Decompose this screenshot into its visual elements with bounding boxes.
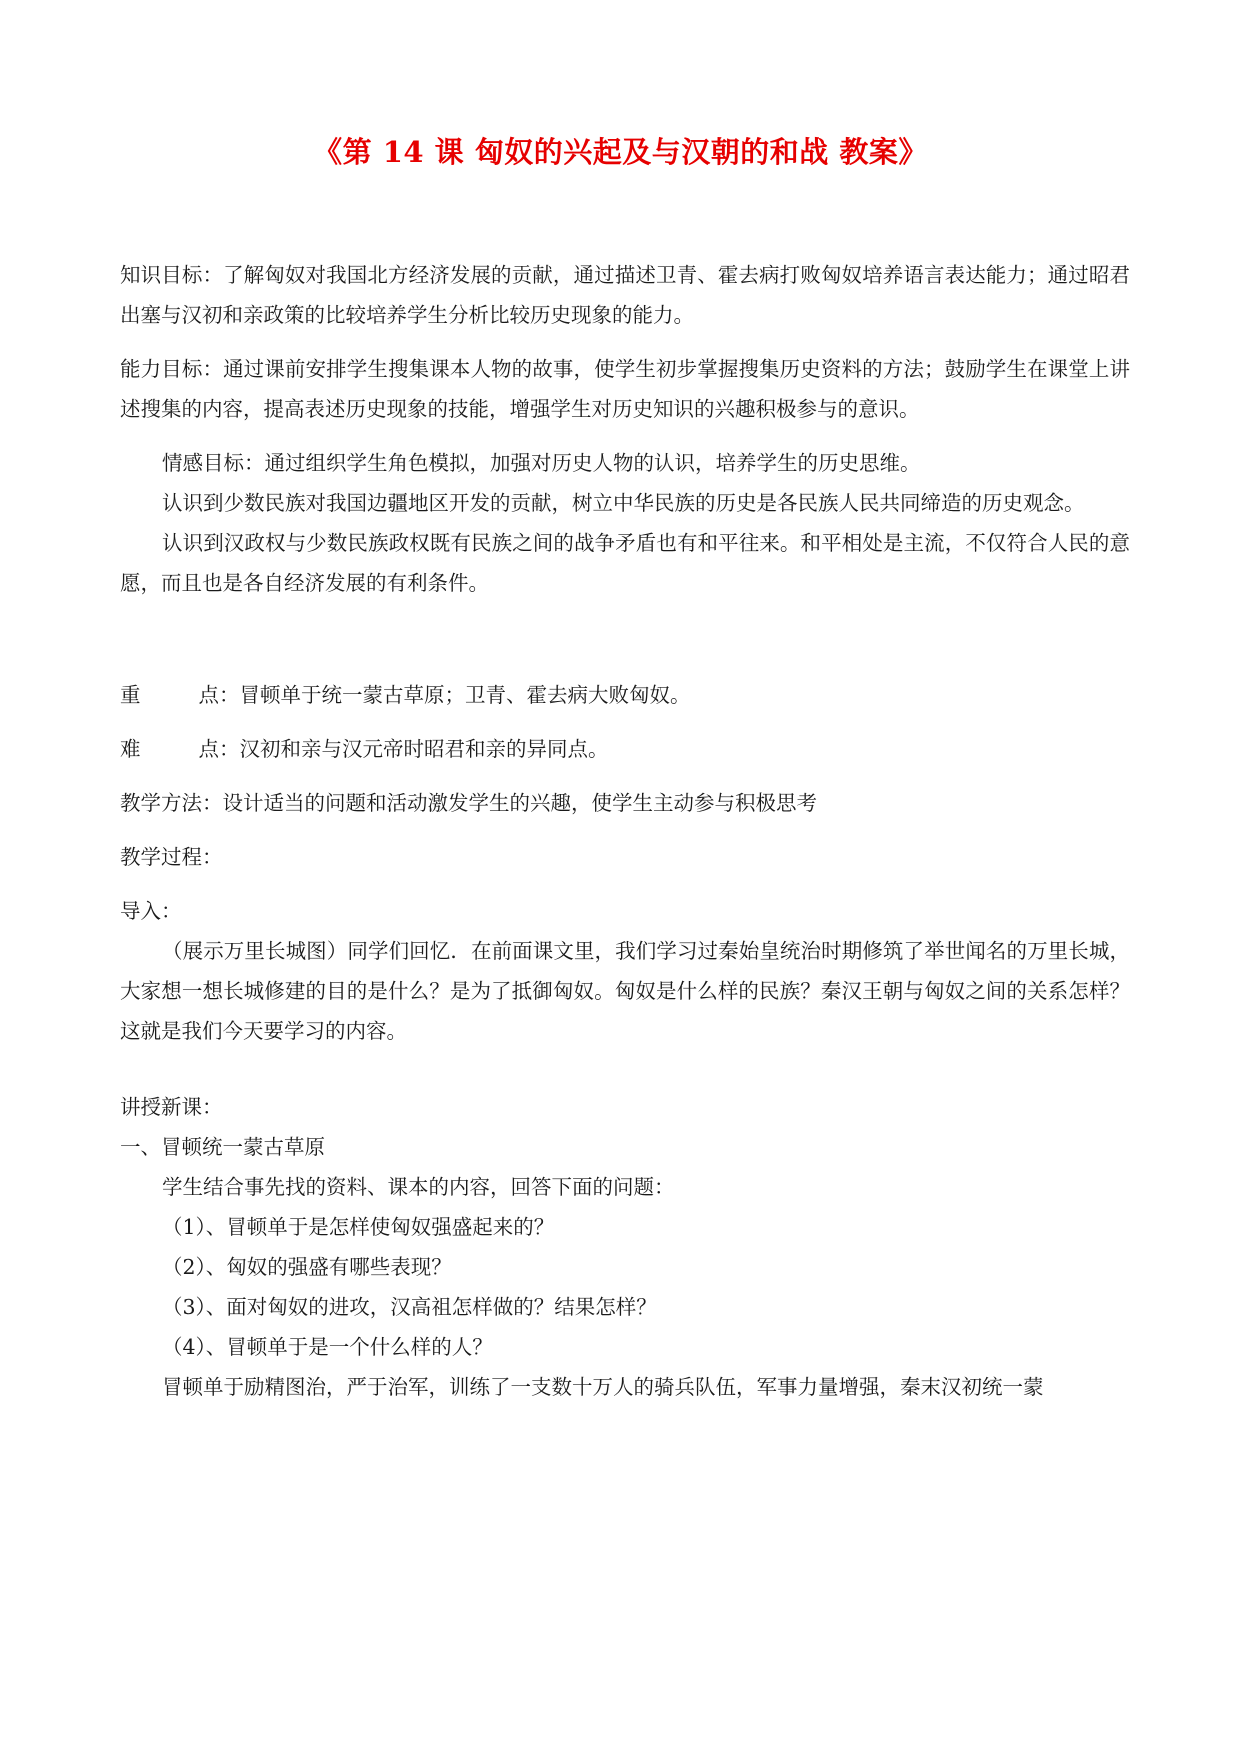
difficult-point-text: 汉初和亲与汉元帝时昭君和亲的异同点。 — [239, 737, 609, 761]
emotion-goal-paragraph: 情感目标：通过组织学生角色模拟，加强对历史人物的认识，培养学生的历史思维。 — [162, 451, 921, 475]
key-point-label-b: 点： — [198, 683, 240, 707]
key-point-line — [120, 675, 1130, 715]
question-item: （4）、冒顿单于是一个什么样的人？ — [162, 1335, 493, 1359]
question-item: （2）、匈奴的强盛有哪些表现？ — [162, 1255, 452, 1279]
intro-paragraph: （展示万里长城图）同学们回忆．在前面课文里，我们学习过秦始皇统治时期修筑了举世闻名的万里长城，大家想一想长城修建的目的是什么？是为了抵御匈奴。匈奴是什么样的民族？秦汉王朝与匈奴之间的关系怎样？这就是我们今天要学习的内容。 — [120, 939, 1130, 1043]
knowledge-goal-paragraph: 知识目标：了解匈奴对我国北方经济发展的贡献，通过描述卫青、霍去病打败匈奴培养语言表达能力；通过昭君出塞与汉初和亲政策的比较培养学生分析比较历史现象的能力。 — [120, 263, 1130, 327]
difficult-point-line — [120, 729, 1130, 769]
new-lesson-heading: 讲授新课： — [120, 1095, 223, 1119]
difficult-label-a: 难 — [120, 737, 141, 761]
teaching-method-line: 教学方法：设计适当的问题和活动激发学生的兴趣，使学生主动参与积极思考 — [120, 791, 817, 815]
answer-paragraph: 冒顿单于励精图治，严于治军，训练了一支数十万人的骑兵队伍，军事力量增强，秦末汉初统一蒙 — [162, 1375, 1044, 1399]
section-heading: 一、冒顿统一蒙古草原 — [120, 1135, 325, 1159]
key-point-text: 冒顿单于统一蒙古草原；卫青、霍去病大败匈奴。 — [239, 683, 691, 707]
document-body — [120, 255, 1130, 1407]
teaching-process-heading: 教学过程： — [120, 845, 223, 869]
question-item: （3）、面对匈奴的进攻，汉高祖怎样做的？结果怎样？ — [162, 1295, 657, 1319]
question-item: （1）、冒顿单于是怎样使匈奴强盛起来的？ — [162, 1215, 555, 1239]
intro-heading: 导入： — [120, 899, 182, 923]
emotion-goal-paragraph-3: 认识到汉政权与少数民族政权既有民族之间的战争矛盾也有和平往来。和平相处是主流，不仅符合人民的意愿，而且也是各自经济发展的有利条件。 — [120, 531, 1130, 595]
task-paragraph: 学生结合事先找的资料、课本的内容，回答下面的问题： — [162, 1175, 675, 1199]
document-title: 《第 14 课 匈奴的兴起及与汉朝的和战 教案》 — [313, 135, 928, 169]
difficult-label-b: 点： — [198, 737, 240, 761]
key-point-label-a: 重 — [120, 683, 141, 707]
emotion-goal-paragraph-2: 认识到少数民族对我国边疆地区开发的贡献，树立中华民族的历史是各民族人民共同缔造的历史观念。 — [162, 491, 1085, 515]
ability-goal-paragraph: 能力目标：通过课前安排学生搜集课本人物的故事，使学生初步掌握搜集历史资料的方法；鼓励学生在课堂上讲述搜集的内容，提高表述历史现象的技能，增强学生对历史知识的兴趣积极参与的意识。 — [120, 357, 1130, 421]
